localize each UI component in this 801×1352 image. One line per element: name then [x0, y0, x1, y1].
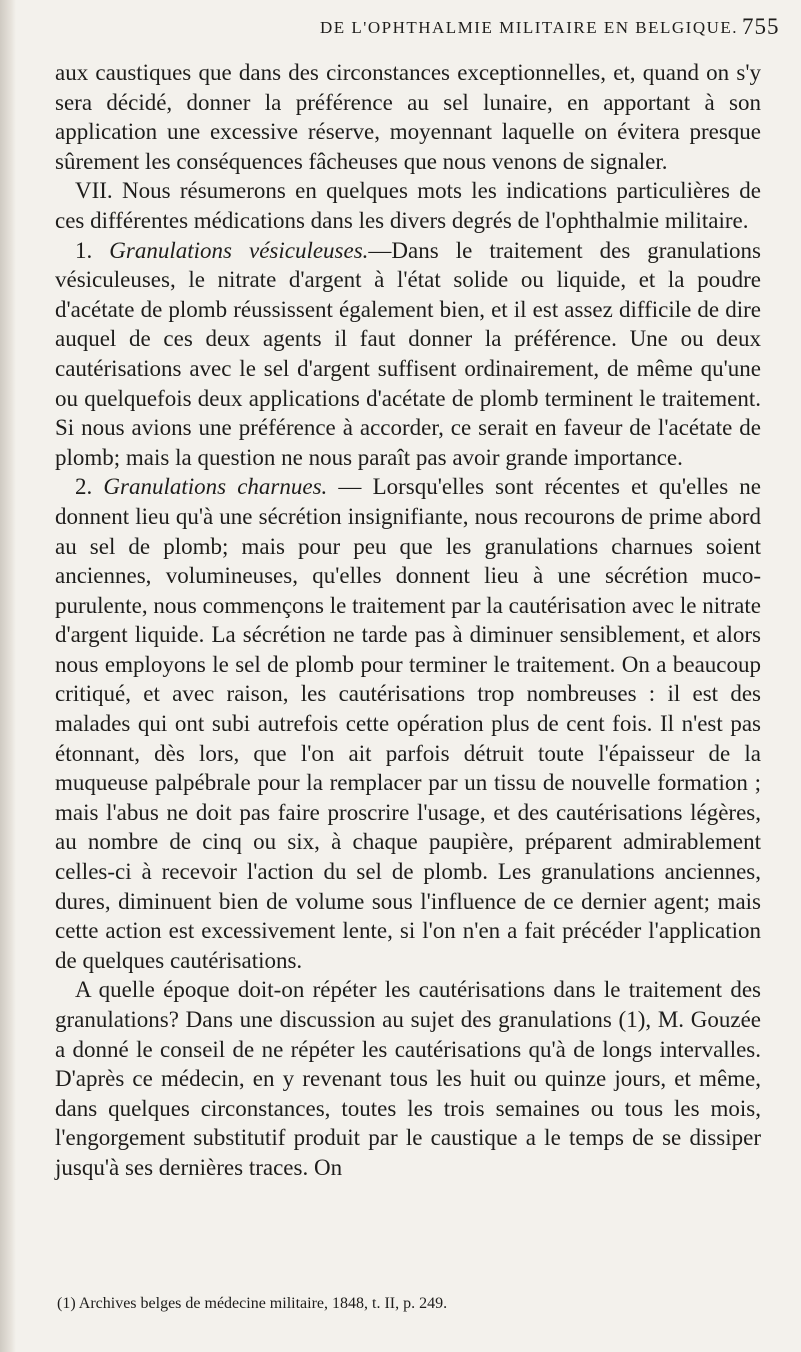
paragraph-repeat-cauterization: A quelle époque doit-on répéter les cautérisations dans le traitement des granulations? Dans une discussion au sujet des granulations (1), M. Gouzée a donné le conseil de ne répéter les cautérisations qu'à de longs intervalles. D'après ce médecin, en y revenant tous les huit ou quinze jours, et même, dans quelques circonstances, toutes les trois semaines ou tous les mois, l'engorgement substitutif produit par le caustique a le temps de se dissiper jusqu'à ses dernières traces. On: [55, 977, 761, 1180]
page-gutter-shadow: [0, 0, 16, 1352]
page-number: 755: [742, 14, 780, 39]
item-text-fleshy: — Lorsqu'elles sont récentes et qu'elles ne donnent lieu qu'à une sécrétion insignifiante, nous recourons de prime abord au sel de plomb; mais pour peu que les granulations charnues soient anciennes, volumineuses, qu'elles donnent lieu à une sécrétion muco-purulente, nous commençons le traitement par la cautérisation avec le nitrate d'argent liquide. La sécrétion ne tarde pas à diminuer sensiblement, et alors nous employons le sel de plomb pour terminer le traitement. On a beaucoup critiqué, et avec raison, les cautérisations trop nombreuses : il est des malades qui ont subi autrefois cette opération plus de cent fois. Il n'est pas étonnant, dès lors, que l'on ait parfois détruit toute l'épaisseur de la muqueuse palpébrale pour la remplacer par un tissu de nouvelle formation ; mais l'abus ne doit pas faire proscrire l'usage, et des cautérisations légères, au nombre de cinq ou six, à chaque paupière, préparent admirablement celles-ci à recevoir l'action du sel de plomb. Les granulations anciennes, dures, diminuent bien de volume sous l'influence de ce dernier agent; mais cette action est excessivement lente, si l'on n'en a fait précéder l'application de quelques cautérisations.: [55, 474, 761, 973]
item-number-1: 1.: [75, 237, 93, 263]
paragraph-fleshy-granulations: [55, 472, 761, 975]
running-title: DE L'OPHTHALMIE MILITAIRE EN BELGIQUE.: [320, 18, 739, 37]
footnote: (1) Archives belges de médecine militaire, 1848, t. II, p. 249.: [57, 1295, 448, 1312]
paragraph-section-vii: VII. Nous résumerons en quelques mots les indications particulières de ces différentes médications dans les divers degrés de l'ophthalmie militaire.: [55, 178, 761, 233]
paragraph-continuation: aux caustiques que dans des circonstances exceptionnelles, et, quand on s'y sera décidé, donner la préférence au sel lunaire, en apportant à son application une excessive réserve, moyennant laquelle on évitera presque sûrement les conséquences fâcheuses que nous venons de signaler.: [55, 60, 761, 174]
paragraph-vesicular-granulations: [55, 236, 761, 473]
item-number-2: 2.: [75, 474, 93, 500]
item-title-vesicular: Granulations vésiculeuses.: [109, 237, 369, 263]
body-text: [55, 58, 761, 1183]
item-text-vesicular: —Dans le traitement des granulations vésiculeuses, le nitrate d'argent à l'état solide ou liquide, et la poudre d'acétate de plomb réussissent également bien, et il est assez difficile de dire auquel de ces deux agents il faut donner la préférence. Une ou deux cautérisations avec le sel d'argent suffisent ordinairement, de même qu'une ou quelquefois deux applications d'acétate de plomb terminent le traitement. Si nous avions une préférence à accorder, ce serait en faveur de l'acétate de plomb; mais la question ne nous paraît pas avoir grande importance.: [55, 237, 761, 470]
page-header: [0, 14, 801, 48]
item-title-fleshy: Granulations charnues.: [103, 474, 328, 500]
